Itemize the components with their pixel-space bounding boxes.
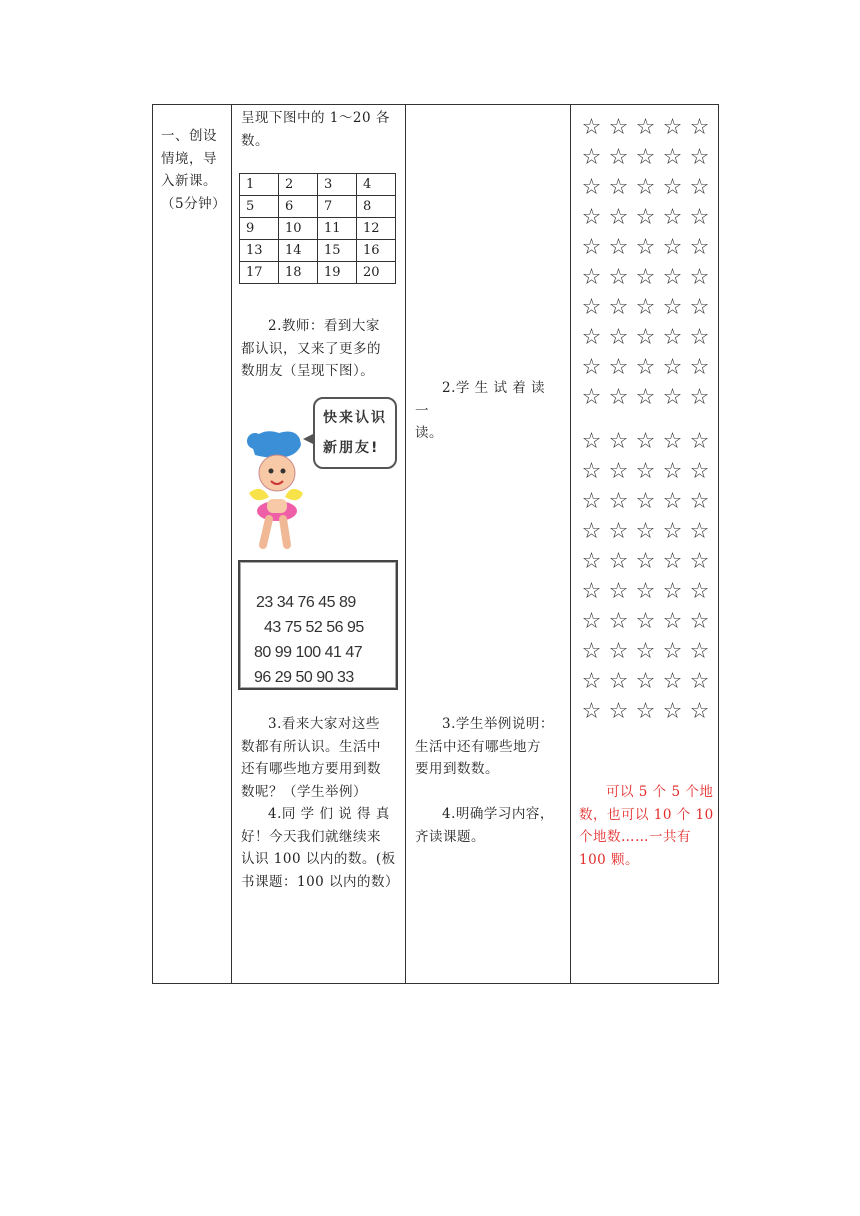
student-step-2-line: 2.学 生 试 着 读 一 — [415, 380, 546, 419]
star-outline-icon: ☆ — [608, 699, 629, 724]
number-grid-cell: 8 — [357, 196, 396, 218]
column-divider — [231, 105, 232, 983]
aids-note-line: 个地数……一共有 — [579, 829, 691, 845]
star-outline-icon: ☆ — [608, 355, 629, 380]
star-outline-icon: ☆ — [635, 699, 656, 724]
star-outline-icon: ☆ — [635, 609, 656, 634]
student-step-4-line: 4.明确学习内容， — [442, 806, 554, 822]
teacher-intro-line: 数。 — [241, 132, 269, 149]
number-grid-cell: 11 — [318, 218, 357, 240]
star-outline-icon: ☆ — [662, 295, 683, 320]
star-outline-icon: ☆ — [635, 579, 656, 604]
number-grid-cell: 10 — [279, 218, 318, 240]
star-outline-icon: ☆ — [689, 609, 710, 634]
star-row — [581, 547, 710, 577]
number-grid-cell: 16 — [357, 240, 396, 262]
star-outline-icon: ☆ — [662, 235, 683, 260]
star-outline-icon: ☆ — [635, 115, 656, 140]
numbers-line: 23 34 76 45 89 — [256, 594, 356, 611]
teacher-step-2-line: 数朋友（呈现下图）。 — [241, 363, 375, 379]
student-step-4-line: 齐读课题。 — [415, 828, 485, 845]
star-outline-icon: ☆ — [608, 115, 629, 140]
star-outline-icon: ☆ — [635, 549, 656, 574]
star-outline-icon: ☆ — [689, 145, 710, 170]
stage-line: 情境，导 — [161, 150, 217, 167]
teacher-step-3-line: 3.看来大家对这些 — [268, 716, 380, 732]
star-outline-icon: ☆ — [608, 205, 629, 230]
teacher-step-2-line: 都认识，又来了更多的 — [241, 340, 381, 357]
star-outline-icon: ☆ — [689, 385, 710, 410]
speech-bubble — [313, 397, 397, 469]
teacher-step-4-line: 4.同 学 们 说 得 真 — [268, 806, 390, 822]
number-grid-cell: 15 — [318, 240, 357, 262]
star-outline-icon: ☆ — [581, 115, 602, 140]
stage-line: 一、创设 — [161, 128, 217, 144]
star-outline-icon: ☆ — [689, 355, 710, 380]
star-block-bottom — [581, 427, 710, 727]
star-outline-icon: ☆ — [635, 295, 656, 320]
stage-cell — [161, 125, 229, 215]
star-outline-icon: ☆ — [689, 325, 710, 350]
star-row — [581, 323, 710, 353]
teacher-step-4-line: 好！今天我们就继续来 — [241, 828, 381, 845]
star-outline-icon: ☆ — [581, 549, 602, 574]
aids-note-line: 100 颗。 — [579, 851, 640, 868]
star-outline-icon: ☆ — [581, 459, 602, 484]
star-outline-icon: ☆ — [608, 669, 629, 694]
teacher-step-2 — [241, 315, 401, 383]
star-row — [581, 577, 710, 607]
star-outline-icon: ☆ — [662, 205, 683, 230]
star-outline-icon: ☆ — [608, 295, 629, 320]
number-grid-cell: 6 — [279, 196, 318, 218]
star-outline-icon: ☆ — [662, 355, 683, 380]
numbers-line: 80 99 100 41 47 — [254, 644, 363, 661]
student-step-3-line: 生活中还有哪些地方 — [415, 738, 541, 755]
star-outline-icon: ☆ — [581, 579, 602, 604]
star-outline-icon: ☆ — [608, 549, 629, 574]
star-row — [581, 353, 710, 383]
teacher-step-3-line: 数都有所认识。生活中 — [241, 738, 381, 755]
star-outline-icon: ☆ — [608, 609, 629, 634]
student-step-4 — [415, 803, 563, 848]
star-outline-icon: ☆ — [581, 175, 602, 200]
star-row — [581, 697, 710, 727]
star-outline-icon: ☆ — [689, 459, 710, 484]
star-outline-icon: ☆ — [581, 235, 602, 260]
star-outline-icon: ☆ — [662, 549, 683, 574]
star-outline-icon: ☆ — [635, 429, 656, 454]
stage-line: 入新课。 — [161, 173, 217, 189]
star-outline-icon: ☆ — [689, 265, 710, 290]
star-outline-icon: ☆ — [689, 205, 710, 230]
star-outline-icon: ☆ — [662, 145, 683, 170]
star-outline-icon: ☆ — [662, 115, 683, 140]
star-outline-icon: ☆ — [662, 265, 683, 290]
star-row — [581, 667, 710, 697]
star-outline-icon: ☆ — [608, 235, 629, 260]
star-outline-icon: ☆ — [635, 519, 656, 544]
star-outline-icon: ☆ — [689, 175, 710, 200]
star-block-top — [581, 113, 710, 413]
number-grid-cell: 14 — [279, 240, 318, 262]
star-outline-icon: ☆ — [662, 489, 683, 514]
teacher-intro-line: 呈现下图中的 1～20 各 — [241, 110, 390, 126]
star-outline-icon: ☆ — [581, 699, 602, 724]
number-grid-row — [240, 218, 396, 240]
star-outline-icon: ☆ — [662, 699, 683, 724]
star-outline-icon: ☆ — [662, 609, 683, 634]
star-row — [581, 637, 710, 667]
star-row — [581, 517, 710, 547]
star-outline-icon: ☆ — [689, 429, 710, 454]
speech-bubble-line: 快来认识 — [323, 410, 387, 426]
star-outline-icon: ☆ — [635, 355, 656, 380]
star-outline-icon: ☆ — [608, 489, 629, 514]
cartoon-girl-illustration — [241, 427, 307, 552]
star-outline-icon: ☆ — [662, 669, 683, 694]
teacher-step-4-line: 认识 100 以内的数。(板 — [241, 851, 396, 867]
star-outline-icon: ☆ — [608, 429, 629, 454]
star-outline-icon: ☆ — [608, 579, 629, 604]
star-outline-icon: ☆ — [635, 385, 656, 410]
aids-note — [579, 781, 717, 871]
star-outline-icon: ☆ — [608, 459, 629, 484]
star-outline-icon: ☆ — [635, 489, 656, 514]
number-grid-cell: 20 — [357, 262, 396, 284]
star-outline-icon: ☆ — [662, 325, 683, 350]
star-row — [581, 457, 710, 487]
star-outline-icon: ☆ — [608, 175, 629, 200]
star-outline-icon: ☆ — [662, 385, 683, 410]
number-grid-row — [240, 262, 396, 284]
column-divider — [405, 105, 406, 983]
star-outline-icon: ☆ — [581, 265, 602, 290]
star-outline-icon: ☆ — [689, 579, 710, 604]
number-grid-cell: 4 — [357, 174, 396, 196]
star-outline-icon: ☆ — [662, 429, 683, 454]
star-row — [581, 427, 710, 457]
star-outline-icon: ☆ — [581, 669, 602, 694]
number-grid-1-20 — [239, 173, 396, 284]
star-outline-icon: ☆ — [581, 205, 602, 230]
teacher-intro — [241, 107, 401, 152]
teacher-step-4 — [241, 803, 401, 893]
star-row — [581, 293, 710, 323]
star-outline-icon: ☆ — [689, 639, 710, 664]
number-grid-cell: 3 — [318, 174, 357, 196]
number-grid-row — [240, 196, 396, 218]
student-step-3-line: 要用到数数。 — [415, 761, 499, 777]
star-outline-icon: ☆ — [581, 385, 602, 410]
star-outline-icon: ☆ — [581, 489, 602, 514]
number-grid-cell: 13 — [240, 240, 279, 262]
star-outline-icon: ☆ — [689, 549, 710, 574]
star-outline-icon: ☆ — [581, 325, 602, 350]
star-outline-icon: ☆ — [689, 669, 710, 694]
aids-note-line: 数，也可以 10 个 10 — [579, 806, 714, 823]
student-step-2 — [415, 377, 563, 445]
teacher-step-3 — [241, 713, 401, 803]
number-grid-cell: 2 — [279, 174, 318, 196]
star-outline-icon: ☆ — [689, 489, 710, 514]
star-outline-icon: ☆ — [635, 265, 656, 290]
teacher-step-2-line: 2.教师：看到大家 — [268, 318, 380, 334]
star-outline-icon: ☆ — [662, 175, 683, 200]
star-outline-icon: ☆ — [581, 609, 602, 634]
number-grid-row — [240, 174, 396, 196]
star-outline-icon: ☆ — [581, 429, 602, 454]
star-outline-icon: ☆ — [635, 669, 656, 694]
number-grid-cell: 7 — [318, 196, 357, 218]
star-outline-icon: ☆ — [608, 639, 629, 664]
star-outline-icon: ☆ — [635, 325, 656, 350]
star-row — [581, 203, 710, 233]
star-outline-icon: ☆ — [581, 519, 602, 544]
star-outline-icon: ☆ — [608, 385, 629, 410]
star-outline-icon: ☆ — [689, 519, 710, 544]
star-outline-icon: ☆ — [635, 639, 656, 664]
star-outline-icon: ☆ — [635, 145, 656, 170]
star-row — [581, 607, 710, 637]
star-row — [581, 233, 710, 263]
number-grid-cell: 9 — [240, 218, 279, 240]
numbers-line: 96 29 50 90 33 — [254, 669, 354, 686]
number-grid-cell: 17 — [240, 262, 279, 284]
number-grid-cell: 5 — [240, 196, 279, 218]
aids-note-line: 可以 5 个 5 个地 — [606, 784, 714, 800]
star-outline-icon: ☆ — [689, 115, 710, 140]
teacher-step-3-line: 数呢？（学生举例） — [241, 783, 367, 800]
star-outline-icon: ☆ — [689, 235, 710, 260]
number-grid-cell: 1 — [240, 174, 279, 196]
star-outline-icon: ☆ — [689, 295, 710, 320]
star-row — [581, 263, 710, 293]
star-outline-icon: ☆ — [581, 639, 602, 664]
star-outline-icon: ☆ — [662, 519, 683, 544]
lesson-table — [152, 104, 719, 984]
star-outline-icon: ☆ — [581, 295, 602, 320]
star-outline-icon: ☆ — [581, 355, 602, 380]
student-step-3-line: 3.学生举例说明： — [442, 716, 554, 732]
star-outline-icon: ☆ — [608, 145, 629, 170]
numbers-box — [238, 560, 398, 690]
star-row — [581, 143, 710, 173]
number-grid-row — [240, 240, 396, 262]
teacher-step-3-line: 还有哪些地方要用到数 — [241, 761, 381, 777]
star-outline-icon: ☆ — [662, 459, 683, 484]
star-outline-icon: ☆ — [608, 325, 629, 350]
teacher-step-4-line: 书课题：100 以内的数） — [241, 873, 400, 890]
star-outline-icon: ☆ — [581, 145, 602, 170]
speech-bubble-line: 新朋友! — [323, 440, 380, 456]
star-row — [581, 173, 710, 203]
column-divider — [570, 105, 571, 983]
star-row — [581, 383, 710, 413]
star-outline-icon: ☆ — [662, 579, 683, 604]
star-outline-icon: ☆ — [635, 175, 656, 200]
star-row — [581, 487, 710, 517]
stage-line: （5分钟） — [161, 195, 227, 212]
student-step-3 — [415, 713, 563, 781]
star-outline-icon: ☆ — [635, 459, 656, 484]
number-grid-cell: 12 — [357, 218, 396, 240]
star-outline-icon: ☆ — [608, 519, 629, 544]
number-grid-cell: 18 — [279, 262, 318, 284]
star-outline-icon: ☆ — [662, 639, 683, 664]
numbers-line: 43 75 52 56 95 — [264, 619, 364, 636]
star-outline-icon: ☆ — [635, 235, 656, 260]
star-outline-icon: ☆ — [635, 205, 656, 230]
star-row — [581, 113, 710, 143]
number-grid-cell: 19 — [318, 262, 357, 284]
star-outline-icon: ☆ — [689, 699, 710, 724]
star-outline-icon: ☆ — [608, 265, 629, 290]
student-step-2-line: 读。 — [415, 425, 443, 441]
